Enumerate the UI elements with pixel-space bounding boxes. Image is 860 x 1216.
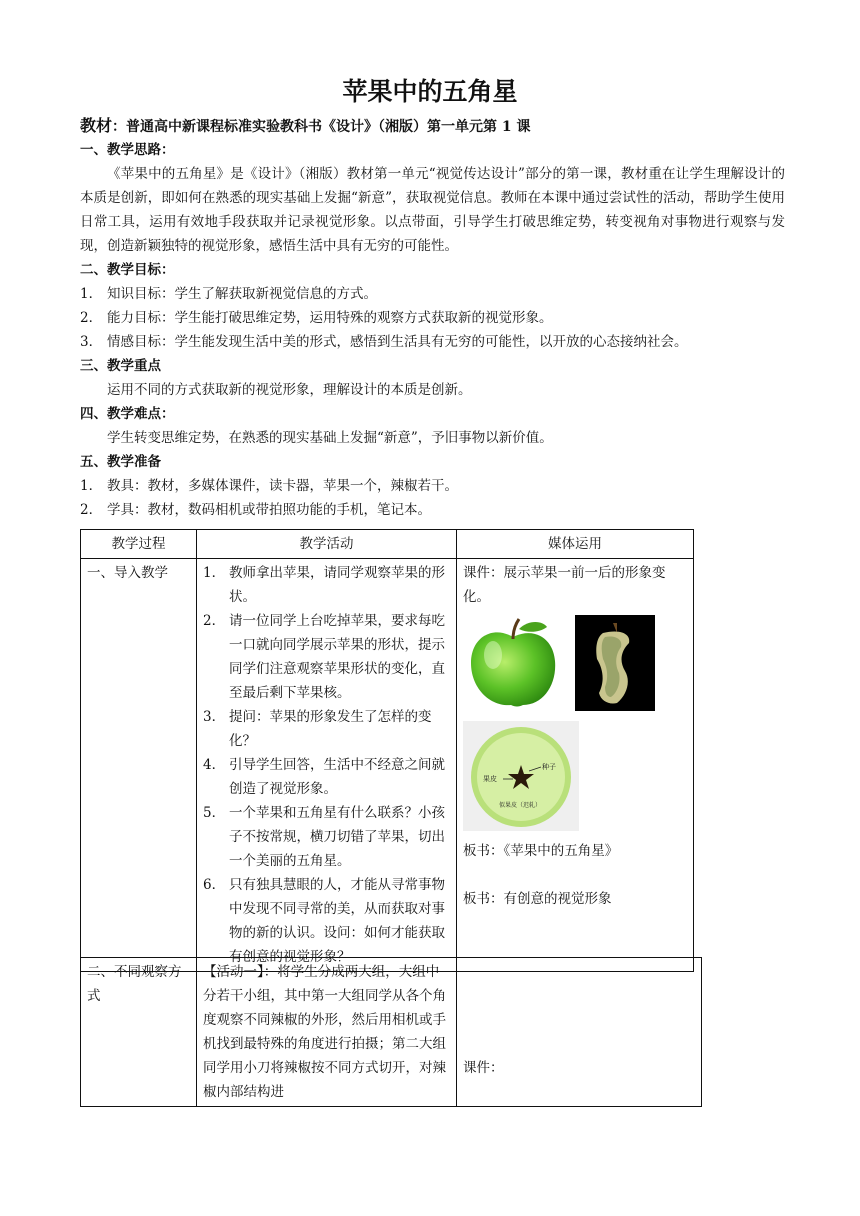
textbook-line bbox=[80, 114, 785, 139]
board-note-concept: 板书：有创意的视觉形象 bbox=[463, 891, 612, 907]
list-item: 5． 一个苹果和五角星有什么联系？小孩子不按常规，横刀切错了苹果，切出一个美丽的五角星。 bbox=[203, 805, 445, 869]
table-row bbox=[81, 559, 694, 972]
process-cell: 一、导入教学 bbox=[81, 559, 197, 972]
media-cell bbox=[457, 559, 694, 972]
list-item: 2． 请一位同学上台吃掉苹果，要求每吃一口就向同学展示苹果的形状，提示同学们注意观察苹果形状的变化，直至最后剩下苹果核。 bbox=[203, 613, 445, 701]
list-item: 3． 提问：苹果的形象发生了怎样的变化？ bbox=[203, 709, 432, 749]
section-heading-preparation: 五、教学准备 bbox=[80, 454, 161, 470]
header-activity: 教学活动 bbox=[197, 530, 457, 559]
process-cell: 二、不同观察方式 bbox=[81, 958, 197, 1107]
header-process: 教学过程 bbox=[81, 530, 197, 559]
apple-images bbox=[463, 615, 687, 711]
media-cell bbox=[457, 958, 702, 1107]
list-item: 6． 只有独具慧眼的人，才能从寻常事物中发现不同寻常的美，从而获取对事物的新的认识。设问：如何才能获取有创意的视觉形象？ bbox=[203, 877, 445, 965]
lesson-table-continued bbox=[80, 957, 702, 1107]
textbook-value: 普通高中新课程标准实验教科书《设计》（湘版）第一单元第 1 课 bbox=[126, 119, 531, 135]
board-note-title: 板书：《苹果中的五角星》 bbox=[463, 843, 619, 859]
prep-item: 1． 教具：教材，多媒体课件，读卡器，苹果一个，辣椒若干。 bbox=[80, 478, 458, 494]
table-row bbox=[81, 958, 702, 1107]
green-apple-image bbox=[463, 615, 563, 711]
textbook-label: 教材 bbox=[80, 116, 113, 135]
apple-slice-star-image bbox=[463, 721, 579, 831]
section-heading-difficulty: 四、教学难点： bbox=[80, 406, 175, 422]
section-text-focus: 运用不同的方式获取新的视觉形象，理解设计的本质是创新。 bbox=[107, 382, 472, 398]
table-header-row bbox=[81, 530, 694, 559]
media-intro: 课件：展示苹果一前一后的形象变化。 bbox=[463, 565, 666, 605]
textbook-colon: ： bbox=[112, 119, 127, 135]
activity-steps bbox=[203, 561, 450, 969]
list-item: 1． 教师拿出苹果，请同学观察苹果的形状。 bbox=[203, 565, 445, 605]
label-seed: 种子 bbox=[542, 763, 556, 771]
section-text-difficulty: 学生转变思维定势，在熟悉的现实基础上发掘“新意”，予旧事物以新价值。 bbox=[107, 430, 553, 446]
goal-item: 2． 能力目标：学生能打破思维定势，运用特殊的观察方式获取新的视觉形象。 bbox=[80, 310, 553, 326]
activity-cell bbox=[197, 559, 457, 972]
header-media: 媒体运用 bbox=[457, 530, 694, 559]
lesson-body bbox=[80, 138, 785, 522]
apple-core-image bbox=[575, 615, 655, 711]
section-heading-thinking: 一、教学思路： bbox=[80, 142, 175, 158]
document-title: 苹果中的五角星 bbox=[342, 77, 518, 106]
goal-item: 1． 知识目标：学生了解获取新视觉信息的方式。 bbox=[80, 286, 377, 302]
label-flesh: 似果皮（迟轧） bbox=[499, 802, 542, 809]
section-text-thinking: 《苹果中的五角星》是《设计》（湘版）教材第一单元“视觉传达设计”部分的第一课，教材重在让学生理解设计的本质是创新，即如何在熟悉的现实基础上发掘“新意”，获取视觉信息。教师在本课中通过尝试性的活动，帮助学生使用日常工具，运用有效地手段获取并记录视觉形象。以点带面，引导学生打破思维定势，转变视角对事物进行观察与发现，创造新颖独特的视觉形象，感悟生活中具有无穷的可能性。 bbox=[80, 166, 785, 254]
prep-item: 2． 学具：教材，数码相机或带拍照功能的手机，笔记本。 bbox=[80, 502, 431, 518]
list-item: 4． 引导学生回答，生活中不经意之间就创造了视觉形象。 bbox=[203, 757, 445, 797]
section-heading-goals: 二、教学目标： bbox=[80, 262, 175, 278]
lesson-table bbox=[80, 529, 694, 972]
label-core: 果皮 bbox=[483, 775, 497, 783]
goal-item: 3． 情感目标：学生能发现生活中美的形式，感悟到生活具有无穷的可能性，以开放的心态接纳社会。 bbox=[80, 334, 688, 350]
section-heading-focus: 三、教学重点 bbox=[80, 358, 161, 374]
media-courseware: 课件： bbox=[463, 1060, 504, 1076]
activity-cell: 【活动一】：将学生分成两大组，大组中分若干小组，其中第一大组同学从各个角度观察不同辣椒的外形，然后用相机或手机找到最特殊的角度进行拍摄；第二大组同学用小刀将辣椒按不同方式切开，对辣椒内部结构进 bbox=[197, 958, 457, 1107]
